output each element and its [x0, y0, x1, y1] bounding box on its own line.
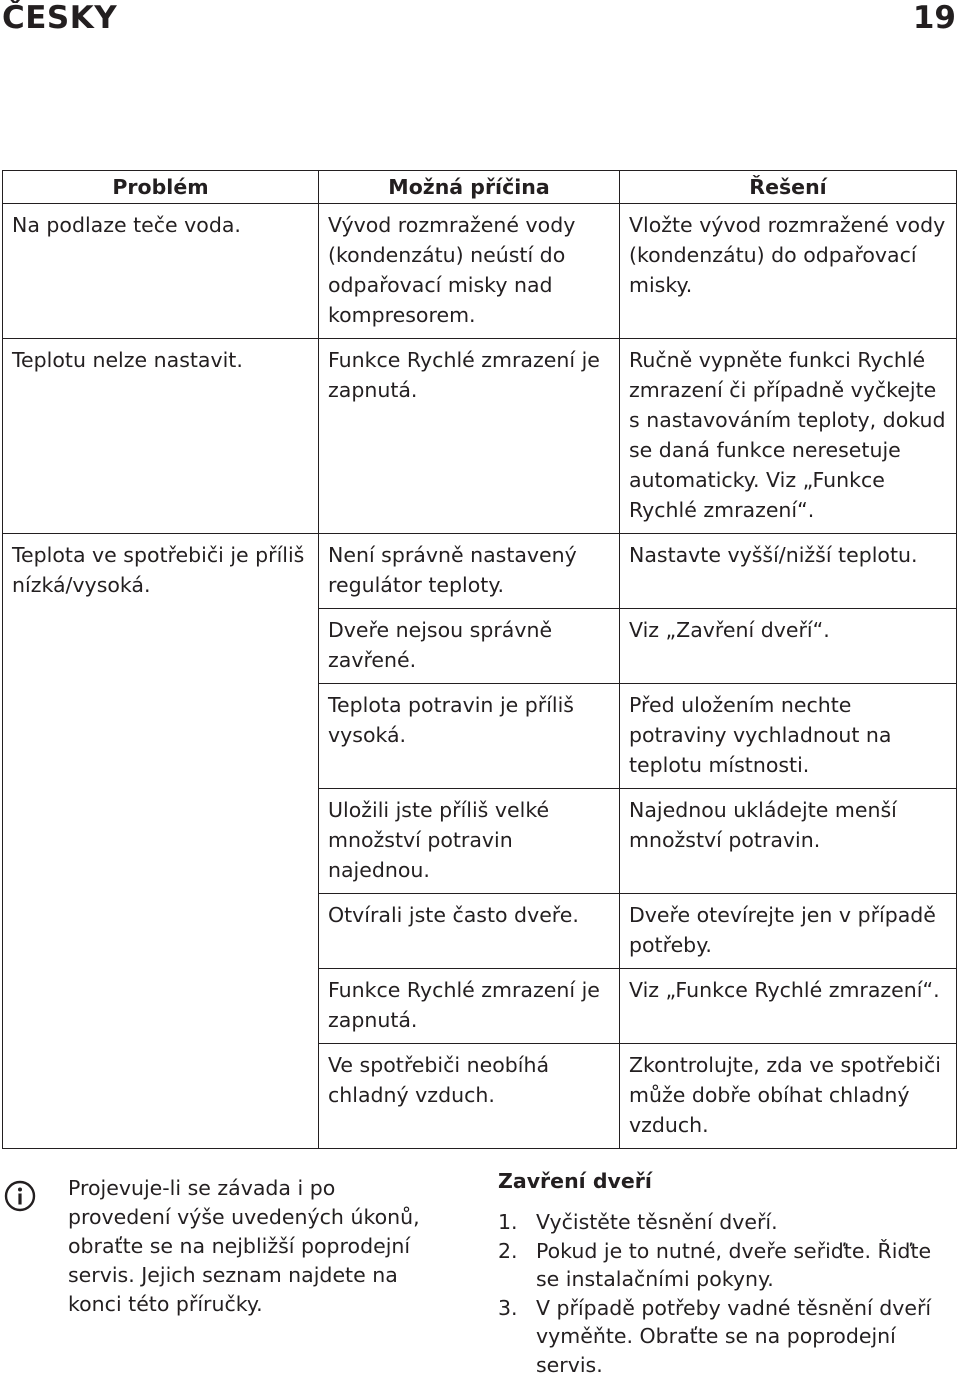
column-header-solution: Řešení [620, 171, 957, 204]
solution-cell: Vložte vývod rozmražené vody (kondenzátu) do odpařovací misky. [620, 204, 957, 339]
step-number: 1. [498, 1208, 518, 1237]
cause-cell: Uložili jste příliš velké množství potravin najednou. [319, 789, 620, 894]
service-note-text: Projevuje-li se závada i po provedení výše uvedených úkonů, obraťte se na nejbližší poprodejní servis. Jejich seznam najdete na konci této příručky. [68, 1174, 438, 1319]
problem-cell [3, 789, 319, 894]
table-header-row [3, 171, 957, 204]
solution-cell: Zkontrolujte, zda ve spotřebiči může dobře obíhat chladný vzduch. [620, 1044, 957, 1149]
problem-cell: Teplotu nelze nastavit. [3, 339, 319, 534]
step-text: Vyčistěte těsnění dveří. [536, 1210, 778, 1234]
step-text: Pokud je to nutné, dveře seřiďte. Řiďte se instalačními pokyny. [536, 1239, 931, 1292]
table-row [3, 534, 957, 609]
column-header-problem: Problém [3, 171, 319, 204]
table-row [3, 789, 957, 894]
list-item [498, 1208, 958, 1237]
cause-cell: Dveře nejsou správně zavřené. [319, 609, 620, 684]
solution-cell: Nastavte vyšší/nižší teplotu. [620, 534, 957, 609]
table-row [3, 969, 957, 1044]
table-row [3, 1044, 957, 1149]
solution-cell: Najednou ukládejte menší množství potravin. [620, 789, 957, 894]
step-number: 2. [498, 1237, 518, 1266]
table-row [3, 684, 957, 789]
cause-cell: Není správně nastavený regulátor teploty. [319, 534, 620, 609]
door-closing-title: Zavření dveří [498, 1166, 958, 1196]
problem-cell [3, 609, 319, 684]
solution-cell: Ručně vypněte funkci Rychlé zmrazení či případně vyčkejte s nastavováním teploty, dokud se daná funkce neresetuje automaticky. Viz „Funkce Rychlé zmrazení“. [620, 339, 957, 534]
problem-cell [3, 894, 319, 969]
table-row [3, 339, 957, 534]
cause-cell: Teplota potravin je příliš vysoká. [319, 684, 620, 789]
problem-cell: Na podlaze teče voda. [3, 204, 319, 339]
page-number: 19 [913, 0, 956, 36]
table-row [3, 609, 957, 684]
solution-cell: Dveře otevírejte jen v případě potřeby. [620, 894, 957, 969]
table-row [3, 204, 957, 339]
step-number: 3. [498, 1294, 518, 1323]
door-closing-section [498, 1166, 958, 1379]
list-item [498, 1237, 958, 1294]
info-icon [4, 1180, 36, 1212]
solution-cell: Před uložením nechte potraviny vychladnout na teplotu místnosti. [620, 684, 957, 789]
troubleshooting-table [2, 170, 957, 1149]
solution-cell: Viz „Zavření dveří“. [620, 609, 957, 684]
cause-cell: Otvírali jste často dveře. [319, 894, 620, 969]
problem-cell: Teplota ve spotřebiči je příliš nízká/vysoká. [3, 534, 319, 609]
list-item [498, 1294, 958, 1379]
language-heading: ČESKY [2, 0, 117, 36]
step-text: V případě potřeby vadné těsnění dveří vyměňte. Obraťte se na poprodejní servis. [536, 1296, 931, 1377]
page-header [0, 0, 960, 44]
table-row [3, 894, 957, 969]
problem-cell [3, 969, 319, 1044]
cause-cell: Funkce Rychlé zmrazení je zapnutá. [319, 339, 620, 534]
solution-cell: Viz „Funkce Rychlé zmrazení“. [620, 969, 957, 1044]
problem-cell [3, 1044, 319, 1149]
problem-cell [3, 684, 319, 789]
column-header-cause: Možná příčina [319, 171, 620, 204]
door-closing-steps [498, 1208, 958, 1379]
cause-cell: Funkce Rychlé zmrazení je zapnutá. [319, 969, 620, 1044]
cause-cell: Ve spotřebiči neobíhá chladný vzduch. [319, 1044, 620, 1149]
cause-cell: Vývod rozmražené vody (kondenzátu) neústí do odpařovací misky nad kompresorem. [319, 204, 620, 339]
